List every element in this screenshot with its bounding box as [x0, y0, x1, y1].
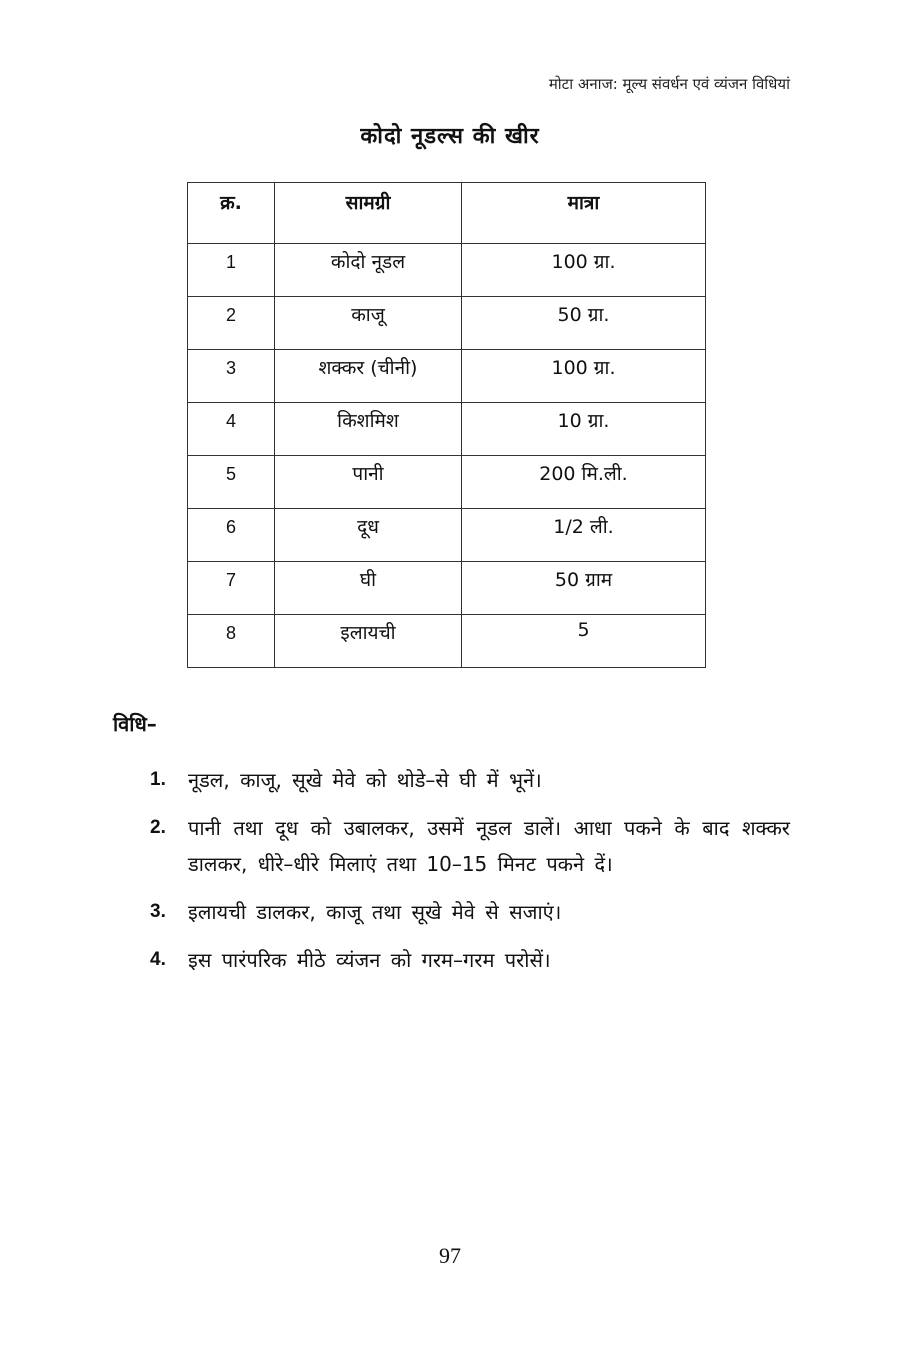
ingredient-cell: किशमिश	[275, 403, 462, 456]
ingredient-cell: दूध	[275, 509, 462, 562]
method-heading: विधि–	[113, 712, 157, 736]
table-row	[188, 615, 706, 668]
step-text: पानी तथा दूध को उबालकर, उसमें नूडल डालें। आधा पकने के बाद शक्कर डालकर, धीरे–धीरे मिलाएं तथा 10–15 मिनट पकने दें।	[188, 816, 790, 876]
ingredient-cell: घी	[275, 562, 462, 615]
table-header-row	[188, 183, 706, 244]
table-row	[188, 350, 706, 403]
running-header: मोटा अनाज: मूल्य संवर्धन एवं व्यंजन विधियां	[548, 75, 790, 93]
serial-cell: 4	[188, 403, 275, 456]
step-number: 4.	[150, 949, 166, 970]
method-step	[150, 942, 790, 978]
quantity-cell: 100 ग्रा.	[462, 350, 706, 403]
step-text: इलायची डालकर, काजू तथा सूखे मेवे से सजाएं।	[188, 900, 562, 924]
method-step	[150, 810, 790, 882]
serial-cell: 2	[188, 297, 275, 350]
table-row	[188, 403, 706, 456]
step-text: नूडल, काजू, सूखे मेवे को थोडे–से घी में भूनें।	[188, 768, 542, 792]
quantity-cell: 5	[462, 615, 706, 668]
method-step	[150, 762, 790, 798]
ingredient-cell: इलायची	[275, 615, 462, 668]
method-step	[150, 894, 790, 930]
quantity-cell: 200 मि.ली.	[462, 456, 706, 509]
step-text: इस पारंपरिक मीठे व्यंजन को गरम–गरम परोसें।	[188, 948, 551, 972]
page-number: 97	[439, 1243, 461, 1268]
table-row	[188, 509, 706, 562]
ingredient-cell: शक्कर (चीनी)	[275, 350, 462, 403]
serial-cell: 6	[188, 509, 275, 562]
ingredient-cell: काजू	[275, 297, 462, 350]
table-row	[188, 244, 706, 297]
page-title: कोदो नूडल्स की खीर	[360, 124, 540, 149]
method-steps-list	[150, 762, 790, 990]
serial-cell: 5	[188, 456, 275, 509]
serial-cell: 7	[188, 562, 275, 615]
quantity-cell: 50 ग्राम	[462, 562, 706, 615]
table-row	[188, 297, 706, 350]
column-header-quantity: मात्रा	[462, 183, 706, 244]
quantity-cell: 10 ग्रा.	[462, 403, 706, 456]
step-number: 2.	[150, 817, 166, 838]
step-number: 3.	[150, 901, 166, 922]
quantity-cell: 100 ग्रा.	[462, 244, 706, 297]
ingredient-cell: पानी	[275, 456, 462, 509]
table-row	[188, 562, 706, 615]
column-header-ingredient: सामग्री	[275, 183, 462, 244]
ingredients-table	[187, 182, 706, 668]
quantity-cell: 1/2 ली.	[462, 509, 706, 562]
ingredient-cell: कोदो नूडल	[275, 244, 462, 297]
quantity-cell: 50 ग्रा.	[462, 297, 706, 350]
serial-cell: 3	[188, 350, 275, 403]
serial-cell: 8	[188, 615, 275, 668]
step-number: 1.	[150, 769, 166, 790]
table-row	[188, 456, 706, 509]
column-header-serial: क्र.	[188, 183, 275, 244]
serial-cell: 1	[188, 244, 275, 297]
